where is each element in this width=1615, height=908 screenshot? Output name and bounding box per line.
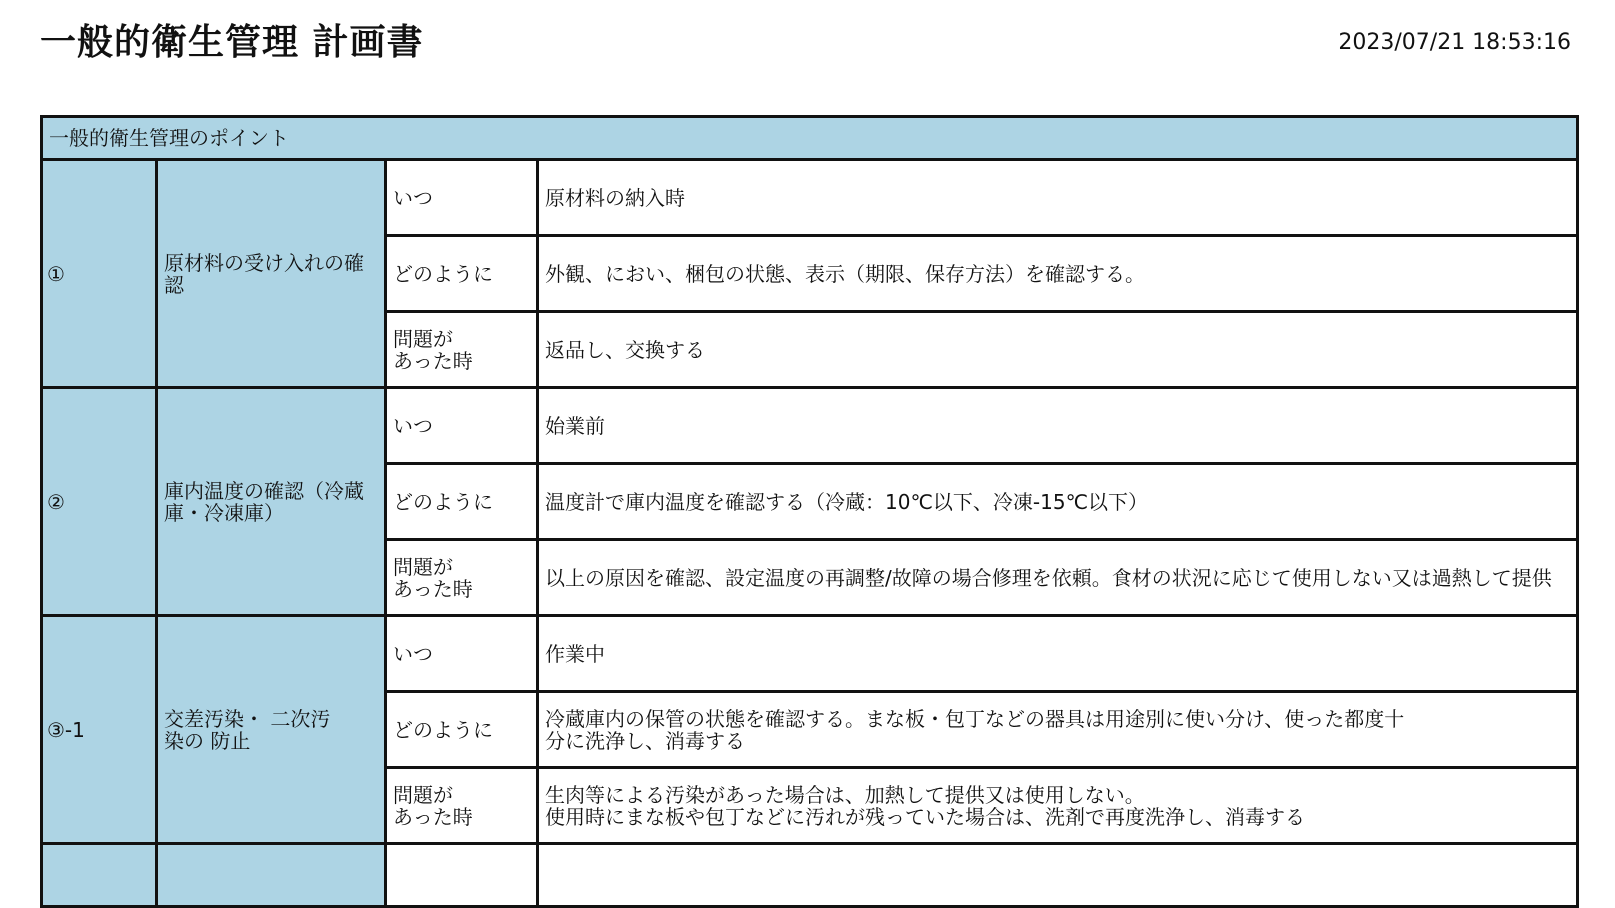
- hygiene-plan-table: [40, 115, 1579, 908]
- row-value: 始業前: [538, 388, 1578, 464]
- row-value: 生肉等による汚染があった場合は、加熱して提供又は使用しない。 使用時にまな板や包丁などに汚れが残っていた場合は、洗剤で再度洗浄し、消毒する: [538, 768, 1578, 844]
- row-value: 以上の原因を確認、設定温度の再調整/故障の場合修理を依頼。食材の状況に応じて使用しない又は過熱して提供: [538, 540, 1578, 616]
- page-title: 一般的衛生管理 計画書: [40, 22, 424, 63]
- table-row: [42, 844, 1578, 907]
- row-label: どのように: [386, 464, 538, 540]
- row-value: 原材料の納入時: [538, 160, 1578, 236]
- row-value: 冷蔵庫内の保管の状態を確認する。まな板・包丁などの器具は用途別に使い分け、使った都度十 分に洗浄し、消毒する: [538, 692, 1578, 768]
- row-value: 温度計で庫内温度を確認する（冷蔵：10℃以下、冷凍-15℃以下）: [538, 464, 1578, 540]
- item-number: ②: [42, 388, 157, 616]
- row-value: 返品し、交換する: [538, 312, 1578, 388]
- item-name: 原材料の受け入れの確認: [157, 160, 386, 388]
- section-title: 一般的衛生管理のポイント: [42, 117, 1578, 160]
- item-name: 庫内温度の確認（冷蔵庫・冷凍庫）: [157, 388, 386, 616]
- table-row: [42, 388, 1578, 464]
- item-name: 交差汚染・ 二次汚 染の 防止: [157, 616, 386, 844]
- timestamp: 2023/07/21 18:53:16: [1338, 30, 1571, 55]
- row-label: 問題が あった時: [386, 540, 538, 616]
- row-value: 作業中: [538, 616, 1578, 692]
- table-row: [42, 160, 1578, 236]
- item-number: ①: [42, 160, 157, 388]
- row-label: [386, 844, 538, 907]
- row-label: いつ: [386, 160, 538, 236]
- section-header-row: [42, 117, 1578, 160]
- row-label: どのように: [386, 692, 538, 768]
- row-value: 外観、におい、梱包の状態、表示（期限、保存方法）を確認する。: [538, 236, 1578, 312]
- item-number: ③-1: [42, 616, 157, 844]
- table-row: [42, 616, 1578, 692]
- row-value: [538, 844, 1578, 907]
- item-number: [42, 844, 157, 907]
- item-name: [157, 844, 386, 907]
- row-label: 問題が あった時: [386, 312, 538, 388]
- row-label: 問題が あった時: [386, 768, 538, 844]
- row-label: いつ: [386, 616, 538, 692]
- row-label: どのように: [386, 236, 538, 312]
- row-label: いつ: [386, 388, 538, 464]
